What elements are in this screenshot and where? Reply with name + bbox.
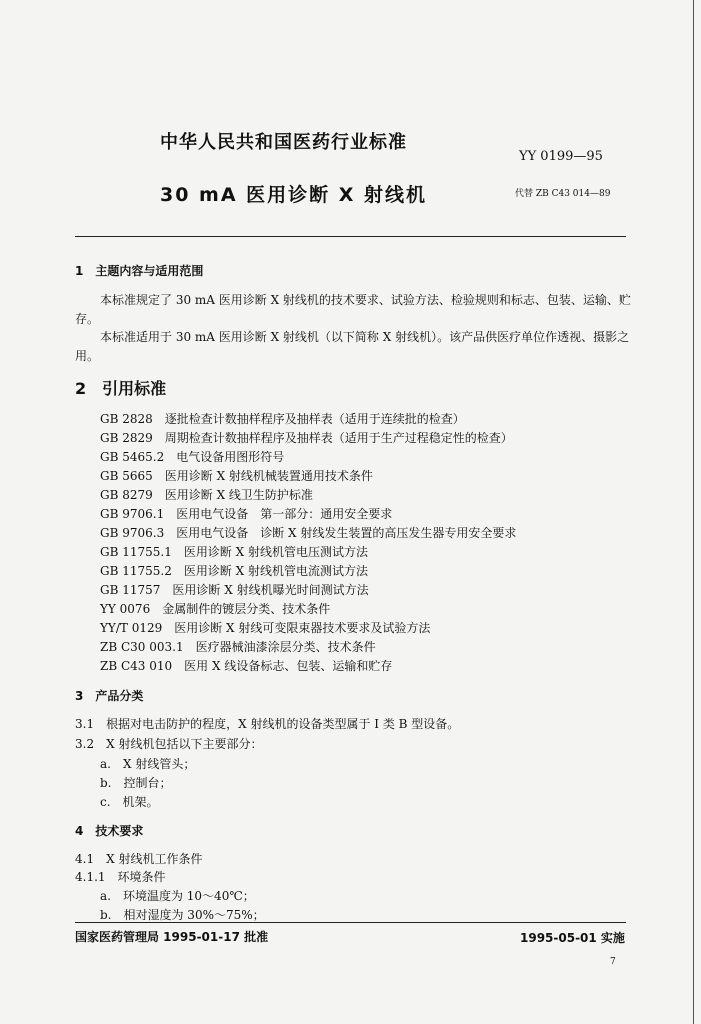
section-3-heading: 3 产品分类 [75,689,144,703]
reference-item: GB 11755.2 医用诊断 X 射线机管电流测试方法 [100,564,369,578]
reference-item: GB 2828 逐批检查计数抽样程序及抽样表（适用于连续批的检查） [100,412,465,426]
reference-item: ZB C30 003.1 医疗器械油漆涂层分类、技术条件 [100,640,376,654]
clause-3-1: 3.1 根据对电击防护的程度，X 射线机的设备类型属于 I 类 B 型设备。 [75,717,460,731]
list-item: b. 控制台； [100,776,172,790]
clause-4-1-1: 4.1.1 环境条件 [75,870,166,884]
effective-date: 1995-05-01 实施 [520,931,625,945]
header-rule [75,236,626,237]
section-4-heading: 4 技术要求 [75,824,144,838]
section-1-para2-line1: 本标准适用于 30 mA 医用诊断 X 射线机（以下简称 X 射线机）。该产品供医疗单位作透视、摄影之 [100,330,630,344]
clause-3-2: 3.2 X 射线机包括以下主要部分： [75,737,263,751]
issuer-approval: 国家医药管理局 1995-01-17 批准 [75,930,269,944]
org-title: 中华人民共和国医药行业标准 [160,132,407,153]
section-1-heading: 1 主题内容与适用范围 [75,264,204,278]
document-title: 30 mA 医用诊断 X 射线机 [160,184,428,206]
reference-item: GB 9706.3 医用电气设备 诊断 X 射线发生装置的高压发生器专用安全要求 [100,526,517,540]
reference-item: GB 11757 医用诊断 X 射线机曝光时间测试方法 [100,583,369,597]
replaces-note: 代替 ZB C43 014—89 [515,189,611,199]
page-number: 7 [610,957,616,967]
reference-item: GB 5465.2 电气设备用图形符号 [100,450,285,464]
list-item: a. 环境温度为 10～40℃； [100,889,255,903]
standard-number: YY 0199—95 [519,149,603,164]
reference-item: YY/T 0129 医用诊断 X 射线可变限束器技术要求及试验方法 [100,621,431,635]
list-item: b. 相对湿度为 30%～75%； [100,908,265,922]
reference-item: YY 0076 金属制件的镀层分类、技术条件 [100,602,331,616]
section-1-para1-line1: 本标准规定了 30 mA 医用诊断 X 射线机的技术要求、试验方法、检验规则和标志、包装、运输、贮 [100,293,631,307]
clause-4-1: 4.1 X 射线机工作条件 [75,852,203,866]
reference-item: ZB C43 010 医用 X 线设备标志、包装、运输和贮存 [100,659,393,673]
scan-edge [693,0,694,1024]
footer-rule [75,922,626,923]
reference-item: GB 2829 周期检查计数抽样程序及抽样表（适用于生产过程稳定性的检查） [100,431,513,445]
list-item: a. X 射线管头； [100,757,196,771]
reference-item: GB 11755.1 医用诊断 X 射线机管电压测试方法 [100,545,369,559]
reference-item: GB 9706.1 医用电气设备 第一部分：通用安全要求 [100,507,393,521]
reference-item: GB 5665 医用诊断 X 射线机械装置通用技术条件 [100,469,373,483]
section-2-heading: 2 引用标准 [75,379,167,398]
section-1-para2-line2: 用。 [75,349,100,363]
reference-item: GB 8279 医用诊断 X 线卫生防护标准 [100,488,313,502]
section-1-para1-line2: 存。 [75,312,100,326]
list-item: c. 机架。 [100,795,159,809]
